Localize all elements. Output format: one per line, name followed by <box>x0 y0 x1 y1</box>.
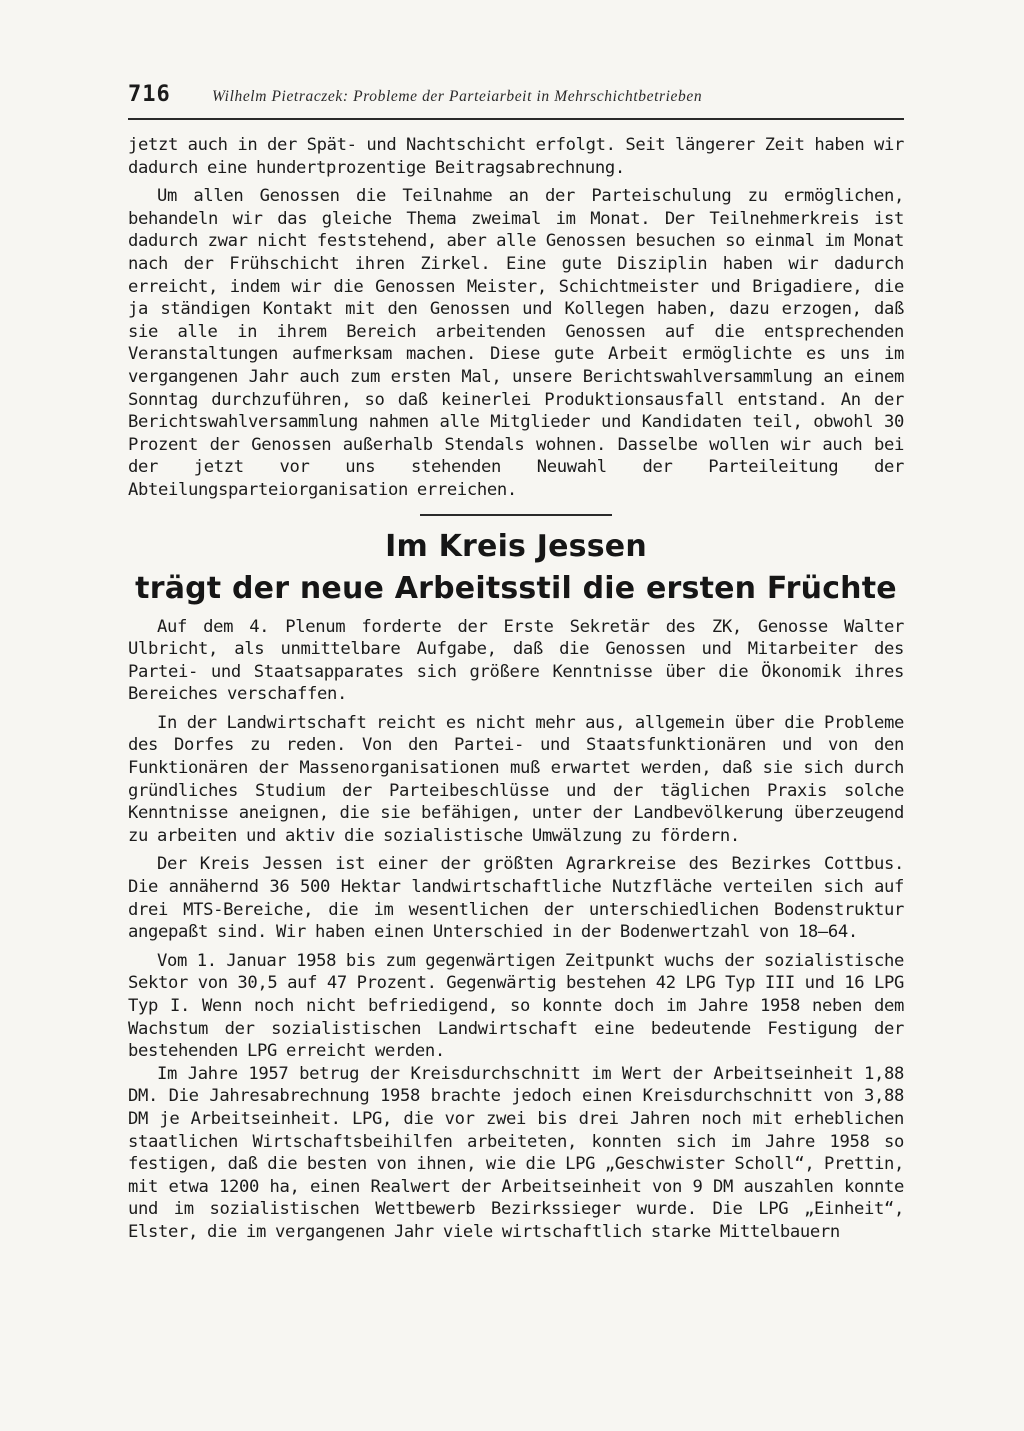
headline-line-2: trägt der neue Arbeitsstil die ersten Früchte <box>135 570 897 606</box>
article-paragraph: Im Jahre 1957 betrug der Kreisdurchschnitt im Wert der Arbeitseinheit 1,88 DM. Die Jahresabrechnung 1958 brachte jedoch einen Kreisdurchschnitt von 3,88 DM je Arbeitseinheit. LPG, die vor zwei bis drei Jahren noch mit erheblichen staatlichen Wirtschaftsbeihilfen arbeiteten, konnten sich im Jahre 1958 so festigen, daß die besten von ihnen, wie die LPG „Geschwister Scholl“, Prettin, mit etwa 1200 ha, einen Realwert der Arbeitseinheit von 9 DM auszahlen konnte und im sozialistischen Wettbewerb Bezirkssieger wurde. Die LPG „Einheit“, Elster, die im vergangenen Jahr viele wirtschaftlich starke Mittelbauern <box>128 1063 904 1242</box>
article-paragraph: Vom 1. Januar 1958 bis zum gegenwärtigen Zeitpunkt wuchs der sozialistische Sektor von 30,5 auf 47 Prozent. Gegenwärtig bestehen 42 LPG Typ III und 16 LPG Typ I. Wenn noch nicht befriedigend, so konnte doch im Jahre 1958 neben dem Wachstum der sozialistischen Landwirtschaft eine bedeutende Festigung der bestehenden LPG erreicht werden. <box>128 950 904 1062</box>
article-paragraph: Der Kreis Jessen ist einer der größten Agrarkreise des Bezirkes Cottbus. Die annähernd 36 500 Hektar landwirtschaftliche Nutzfläche verteilen sich auf drei MTS-Bereiche, die im wesentlichen der unterschiedlichen Bodenstruktur angepaßt sind. Wir haben einen Unterschied in der Bodenwertzahl von 18–64. <box>128 854 904 943</box>
article-paragraph: In der Landwirtschaft reicht es nicht mehr aus, allgemein über die Probleme des Dorfes zu reden. Von den Partei- und Staatsfunktionären und von den Funktionären der Massenorganisationen muß erwartet werden, daß sie sich durch gründliches Studium der Parteibeschlüsse und der täglichen Praxis solche Kenntnisse aneignen, die sie befähigen, unter der Landbevölkerung überzeugend zu arbeiten und aktiv die sozialistische Umwälzung zu fördern. <box>128 712 904 846</box>
page-number: 716 <box>128 82 171 107</box>
book-page <box>128 82 904 1244</box>
headline-line-1: Im Kreis Jessen <box>385 528 647 564</box>
article-headline <box>128 526 904 610</box>
section-divider <box>420 514 612 516</box>
previous-article-paragraph: jetzt auch in der Spät- und Nachtschicht erfolgt. Seit längerer Zeit haben wir dadurch eine hundertprozentige Beitragsabrechnung. <box>128 135 904 178</box>
running-head <box>128 82 904 120</box>
article-paragraph: Auf dem 4. Plenum forderte der Erste Sekretär des ZK, Genosse Walter Ulbricht, als unmittelbare Aufgabe, daß die Genossen und Mitarbeiter des Partei- und Staatsapparates sich größere Kenntnisse über die Ökonomik ihres Bereiches verschaffen. <box>128 616 904 705</box>
previous-article-paragraph: Um allen Genossen die Teilnahme an der Parteischulung zu ermöglichen, behandeln wir das gleiche Thema zweimal im Monat. Der Teilnehmerkreis ist dadurch zwar nicht feststehend, aber alle Genossen besuchen so einmal im Monat nach der Frühschicht ihren Zirkel. Eine gute Disziplin haben wir dadurch erreicht, indem wir die Genossen Meister, Schichtmeister und Brigadiere, die ja ständigen Kontakt mit den Genossen und Kollegen haben, dazu erzogen, daß sie alle in ihrem Bereich arbeitenden Genossen auf die entsprechenden Veranstaltungen aufmerksam machen. Diese gute Arbeit ermöglichte es uns im vergangenen Jahr auch zum ersten Mal, unsere Berichtswahlversammlung an einem Sonntag durchzuführen, so daß keinerlei Produktionsausfall entstand. An der Berichtswahlversammlung nahmen alle Mitglieder und Kandidaten teil, obwohl 30 Prozent der Genossen außerhalb Stendals wohnen. Dasselbe wollen wir auch bei der jetzt vor uns stehenden Neuwahl der Parteileitung der Abteilungsparteiorganisation erreichen. <box>128 186 904 500</box>
running-title: Wilhelm Pietraczek: Probleme der Parteiarbeit in Mehrschichtbetrieben <box>212 88 703 105</box>
